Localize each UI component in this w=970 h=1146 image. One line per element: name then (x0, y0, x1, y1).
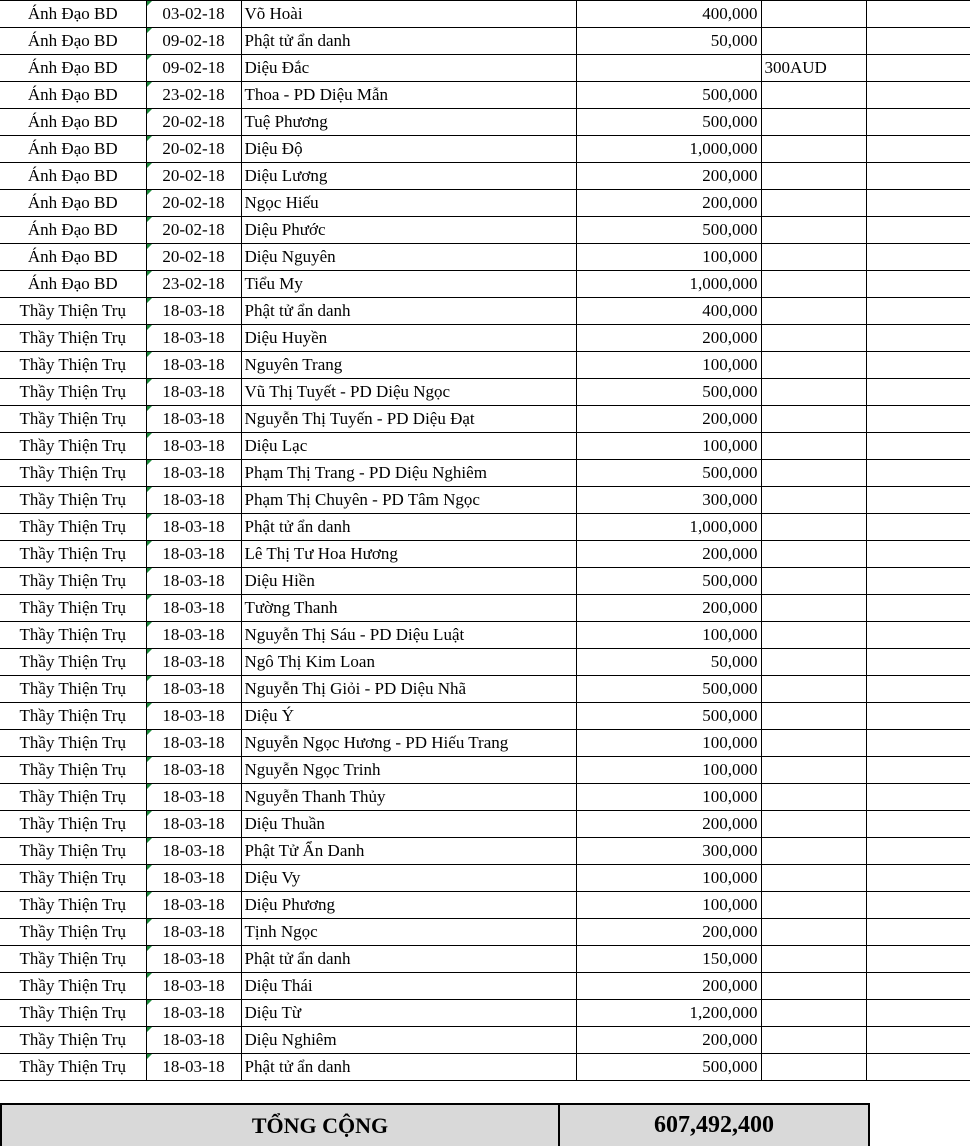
total-value: 607,492,400 (560, 1105, 868, 1146)
amount-cell[interactable]: 300,000 (576, 838, 761, 865)
table-row (0, 541, 970, 568)
date-cell[interactable]: 20-02-18 (146, 217, 241, 244)
empty-cell[interactable] (866, 244, 970, 271)
other-currency-cell[interactable] (761, 298, 866, 325)
donor-name-cell[interactable]: Phật tử ẩn danh (241, 1054, 576, 1081)
empty-cell[interactable] (866, 622, 970, 649)
date-cell[interactable]: 18-03-18 (146, 1054, 241, 1081)
source-cell[interactable]: Thầy Thiện Trụ (0, 514, 146, 541)
empty-cell[interactable] (866, 55, 970, 82)
table-row (0, 1054, 970, 1081)
source-cell[interactable]: Ánh Đạo BD (0, 244, 146, 271)
empty-cell[interactable] (866, 838, 970, 865)
other-currency-cell[interactable]: 300AUD (761, 55, 866, 82)
date-cell[interactable]: 18-03-18 (146, 676, 241, 703)
donor-name-cell[interactable]: Vũ Thị Tuyết - PD Diệu Ngọc (241, 379, 576, 406)
date-cell[interactable]: 18-03-18 (146, 757, 241, 784)
table-row (0, 649, 970, 676)
amount-cell[interactable]: 400,000 (576, 1, 761, 28)
table-row (0, 595, 970, 622)
amount-cell[interactable]: 500,000 (576, 217, 761, 244)
date-cell[interactable]: 18-03-18 (146, 541, 241, 568)
date-cell[interactable]: 20-02-18 (146, 190, 241, 217)
source-cell[interactable]: Thầy Thiện Trụ (0, 1000, 146, 1027)
empty-cell[interactable] (866, 1, 970, 28)
amount-cell[interactable]: 200,000 (576, 190, 761, 217)
amount-cell[interactable]: 200,000 (576, 406, 761, 433)
table-row (0, 919, 970, 946)
source-cell[interactable]: Ánh Đạo BD (0, 1, 146, 28)
donor-name-cell[interactable]: Diệu Độ (241, 136, 576, 163)
date-cell[interactable]: 20-02-18 (146, 136, 241, 163)
empty-cell[interactable] (866, 271, 970, 298)
table-row (0, 82, 970, 109)
total-row (0, 1103, 870, 1146)
amount-cell[interactable]: 100,000 (576, 892, 761, 919)
date-cell[interactable]: 18-03-18 (146, 865, 241, 892)
empty-cell[interactable] (866, 217, 970, 244)
amount-cell[interactable]: 500,000 (576, 568, 761, 595)
table-row (0, 568, 970, 595)
table-row (0, 55, 970, 82)
table-row (0, 1000, 970, 1027)
donor-name-cell[interactable]: Diệu Hiền (241, 568, 576, 595)
other-currency-cell[interactable] (761, 379, 866, 406)
amount-cell[interactable]: 100,000 (576, 244, 761, 271)
donor-name-cell[interactable]: Phật Tử Ẩn Danh (241, 838, 576, 865)
other-currency-cell[interactable] (761, 1027, 866, 1054)
date-cell[interactable]: 18-03-18 (146, 568, 241, 595)
other-currency-cell[interactable] (761, 1, 866, 28)
other-currency-cell[interactable] (761, 244, 866, 271)
other-currency-cell[interactable] (761, 217, 866, 244)
table-row (0, 109, 970, 136)
date-cell[interactable]: 18-03-18 (146, 622, 241, 649)
total-label: TỔNG CỘNG (2, 1105, 560, 1146)
empty-cell[interactable] (866, 514, 970, 541)
other-currency-cell[interactable] (761, 460, 866, 487)
empty-cell[interactable] (866, 1000, 970, 1027)
source-cell[interactable]: Thầy Thiện Trụ (0, 406, 146, 433)
table-row (0, 244, 970, 271)
donor-name-cell[interactable]: Nguyên Trang (241, 352, 576, 379)
source-cell[interactable]: Thầy Thiện Trụ (0, 622, 146, 649)
empty-cell[interactable] (866, 946, 970, 973)
date-cell[interactable]: 18-03-18 (146, 379, 241, 406)
source-cell[interactable]: Thầy Thiện Trụ (0, 784, 146, 811)
source-cell[interactable]: Ánh Đạo BD (0, 190, 146, 217)
donor-name-cell[interactable]: Diệu Phước (241, 217, 576, 244)
amount-cell[interactable]: 200,000 (576, 595, 761, 622)
source-cell[interactable]: Thầy Thiện Trụ (0, 676, 146, 703)
donor-name-cell[interactable]: Thoa - PD Diệu Mẫn (241, 82, 576, 109)
source-cell[interactable]: Thầy Thiện Trụ (0, 865, 146, 892)
amount-cell[interactable]: 500,000 (576, 109, 761, 136)
donor-name-cell[interactable]: Diệu Nguyên (241, 244, 576, 271)
amount-cell[interactable]: 50,000 (576, 649, 761, 676)
date-cell[interactable]: 18-03-18 (146, 487, 241, 514)
other-currency-cell[interactable] (761, 541, 866, 568)
donor-name-cell[interactable]: Diệu Phương (241, 892, 576, 919)
donor-name-cell[interactable]: Diệu Lương (241, 163, 576, 190)
date-cell[interactable]: 09-02-18 (146, 55, 241, 82)
other-currency-cell[interactable] (761, 568, 866, 595)
date-cell[interactable]: 18-03-18 (146, 325, 241, 352)
date-cell[interactable]: 18-03-18 (146, 649, 241, 676)
date-cell[interactable]: 18-03-18 (146, 946, 241, 973)
other-currency-cell[interactable] (761, 946, 866, 973)
other-currency-cell[interactable] (761, 136, 866, 163)
other-currency-cell[interactable] (761, 163, 866, 190)
empty-cell[interactable] (866, 82, 970, 109)
table-row (0, 865, 970, 892)
date-cell[interactable]: 09-02-18 (146, 28, 241, 55)
table-row (0, 352, 970, 379)
amount-cell[interactable]: 150,000 (576, 946, 761, 973)
amount-cell[interactable]: 100,000 (576, 757, 761, 784)
donor-name-cell[interactable]: Tuệ Phương (241, 109, 576, 136)
date-cell[interactable]: 18-03-18 (146, 1027, 241, 1054)
empty-cell[interactable] (866, 919, 970, 946)
amount-cell[interactable]: 100,000 (576, 865, 761, 892)
other-currency-cell[interactable] (761, 892, 866, 919)
empty-cell[interactable] (866, 541, 970, 568)
source-cell[interactable]: Thầy Thiện Trụ (0, 757, 146, 784)
other-currency-cell[interactable] (761, 811, 866, 838)
date-cell[interactable]: 18-03-18 (146, 595, 241, 622)
amount-cell[interactable]: 1,000,000 (576, 271, 761, 298)
other-currency-cell[interactable] (761, 406, 866, 433)
empty-cell[interactable] (866, 487, 970, 514)
table-row (0, 190, 970, 217)
donor-name-cell[interactable]: Diệu Nghiêm (241, 1027, 576, 1054)
other-currency-cell[interactable] (761, 109, 866, 136)
other-currency-cell[interactable] (761, 82, 866, 109)
other-currency-cell[interactable] (761, 865, 866, 892)
amount-cell[interactable]: 200,000 (576, 541, 761, 568)
date-cell[interactable]: 18-03-18 (146, 973, 241, 1000)
other-currency-cell[interactable] (761, 433, 866, 460)
source-cell[interactable]: Ánh Đạo BD (0, 217, 146, 244)
date-cell[interactable]: 18-03-18 (146, 811, 241, 838)
source-cell[interactable]: Thầy Thiện Trụ (0, 892, 146, 919)
table-row (0, 514, 970, 541)
donor-name-cell[interactable]: Phật tử ẩn danh (241, 946, 576, 973)
date-cell[interactable]: 18-03-18 (146, 460, 241, 487)
amount-cell[interactable]: 200,000 (576, 811, 761, 838)
amount-cell[interactable]: 200,000 (576, 1027, 761, 1054)
amount-cell[interactable]: 500,000 (576, 703, 761, 730)
empty-cell[interactable] (866, 163, 970, 190)
table-row (0, 433, 970, 460)
empty-cell[interactable] (866, 325, 970, 352)
other-currency-cell[interactable] (761, 1054, 866, 1081)
date-cell[interactable]: 03-02-18 (146, 1, 241, 28)
amount-cell[interactable]: 100,000 (576, 433, 761, 460)
table-body (0, 1, 970, 1081)
empty-cell[interactable] (866, 973, 970, 1000)
amount-cell[interactable]: 500,000 (576, 379, 761, 406)
empty-cell[interactable] (866, 649, 970, 676)
amount-cell[interactable]: 500,000 (576, 82, 761, 109)
amount-cell[interactable]: 50,000 (576, 28, 761, 55)
table-row (0, 1027, 970, 1054)
donor-name-cell[interactable]: Phạm Thị Trang - PD Diệu Nghiêm (241, 460, 576, 487)
date-cell[interactable]: 18-03-18 (146, 892, 241, 919)
empty-cell[interactable] (866, 28, 970, 55)
donor-name-cell[interactable]: Diệu Lạc (241, 433, 576, 460)
other-currency-cell[interactable] (761, 757, 866, 784)
amount-cell[interactable]: 500,000 (576, 1054, 761, 1081)
amount-cell[interactable]: 200,000 (576, 973, 761, 1000)
amount-cell[interactable]: 300,000 (576, 487, 761, 514)
amount-cell[interactable]: 100,000 (576, 784, 761, 811)
table-row (0, 757, 970, 784)
donor-name-cell[interactable]: Diệu Đắc (241, 55, 576, 82)
empty-cell[interactable] (866, 352, 970, 379)
other-currency-cell[interactable] (761, 838, 866, 865)
donor-name-cell[interactable]: Tiểu My (241, 271, 576, 298)
empty-cell[interactable] (866, 892, 970, 919)
table-row (0, 406, 970, 433)
empty-cell[interactable] (866, 1054, 970, 1081)
date-cell[interactable]: 23-02-18 (146, 271, 241, 298)
other-currency-cell[interactable] (761, 676, 866, 703)
donor-name-cell[interactable]: Ngô Thị Kim Loan (241, 649, 576, 676)
empty-cell[interactable] (866, 595, 970, 622)
date-cell[interactable]: 18-03-18 (146, 1000, 241, 1027)
table-row (0, 622, 970, 649)
table-row (0, 163, 970, 190)
source-cell[interactable]: Thầy Thiện Trụ (0, 730, 146, 757)
donor-name-cell[interactable]: Phật tử ẩn danh (241, 298, 576, 325)
empty-cell[interactable] (866, 1027, 970, 1054)
amount-cell[interactable]: 1,200,000 (576, 1000, 761, 1027)
amount-cell[interactable]: 500,000 (576, 676, 761, 703)
other-currency-cell[interactable] (761, 919, 866, 946)
date-cell[interactable]: 18-03-18 (146, 433, 241, 460)
amount-cell[interactable]: 200,000 (576, 919, 761, 946)
date-cell[interactable]: 18-03-18 (146, 919, 241, 946)
source-cell[interactable]: Thầy Thiện Trụ (0, 946, 146, 973)
empty-cell[interactable] (866, 703, 970, 730)
table-row (0, 703, 970, 730)
other-currency-cell[interactable] (761, 190, 866, 217)
table-row (0, 838, 970, 865)
table-row (0, 487, 970, 514)
donor-name-cell[interactable]: Phật tử ẩn danh (241, 514, 576, 541)
source-cell[interactable]: Thầy Thiện Trụ (0, 973, 146, 1000)
table-row (0, 271, 970, 298)
empty-cell[interactable] (866, 109, 970, 136)
date-cell[interactable]: 18-03-18 (146, 406, 241, 433)
source-cell[interactable]: Thầy Thiện Trụ (0, 460, 146, 487)
source-cell[interactable]: Thầy Thiện Trụ (0, 541, 146, 568)
empty-cell[interactable] (866, 676, 970, 703)
other-currency-cell[interactable] (761, 325, 866, 352)
amount-cell[interactable]: 200,000 (576, 325, 761, 352)
donor-name-cell[interactable]: Lê Thị Tư Hoa Hương (241, 541, 576, 568)
source-cell[interactable]: Thầy Thiện Trụ (0, 433, 146, 460)
source-cell[interactable]: Thầy Thiện Trụ (0, 325, 146, 352)
donor-name-cell[interactable]: Nguyễn Ngọc Trinh (241, 757, 576, 784)
date-cell[interactable]: 20-02-18 (146, 244, 241, 271)
table-row (0, 676, 970, 703)
empty-cell[interactable] (866, 433, 970, 460)
empty-cell[interactable] (866, 784, 970, 811)
other-currency-cell[interactable] (761, 271, 866, 298)
source-cell[interactable]: Thầy Thiện Trụ (0, 487, 146, 514)
source-cell[interactable]: Ánh Đạo BD (0, 109, 146, 136)
table-row (0, 892, 970, 919)
date-cell[interactable]: 18-03-18 (146, 352, 241, 379)
date-cell[interactable]: 18-03-18 (146, 784, 241, 811)
donor-name-cell[interactable]: Nguyễn Thị Giỏi - PD Diệu Nhã (241, 676, 576, 703)
table-row (0, 460, 970, 487)
source-cell[interactable]: Thầy Thiện Trụ (0, 379, 146, 406)
table-row (0, 379, 970, 406)
empty-cell[interactable] (866, 811, 970, 838)
amount-cell[interactable]: 100,000 (576, 352, 761, 379)
donor-name-cell[interactable]: Phật tử ẩn danh (241, 28, 576, 55)
donor-name-cell[interactable]: Diệu Thuần (241, 811, 576, 838)
other-currency-cell[interactable] (761, 730, 866, 757)
table-row (0, 946, 970, 973)
donor-name-cell[interactable]: Ngọc Hiếu (241, 190, 576, 217)
source-cell[interactable]: Thầy Thiện Trụ (0, 919, 146, 946)
table-row (0, 298, 970, 325)
donor-name-cell[interactable]: Diệu Từ (241, 1000, 576, 1027)
other-currency-cell[interactable] (761, 622, 866, 649)
source-cell[interactable]: Ánh Đạo BD (0, 136, 146, 163)
amount-cell[interactable]: 400,000 (576, 298, 761, 325)
amount-cell[interactable]: 200,000 (576, 163, 761, 190)
empty-cell[interactable] (866, 379, 970, 406)
amount-cell[interactable]: 500,000 (576, 460, 761, 487)
other-currency-cell[interactable] (761, 514, 866, 541)
other-currency-cell[interactable] (761, 973, 866, 1000)
empty-cell[interactable] (866, 730, 970, 757)
table-row (0, 325, 970, 352)
donor-name-cell[interactable]: Tường Thanh (241, 595, 576, 622)
source-cell[interactable]: Ánh Đạo BD (0, 271, 146, 298)
source-cell[interactable]: Thầy Thiện Trụ (0, 595, 146, 622)
empty-cell[interactable] (866, 406, 970, 433)
table-row (0, 28, 970, 55)
other-currency-cell[interactable] (761, 487, 866, 514)
donor-name-cell[interactable]: Diệu Huyền (241, 325, 576, 352)
donor-name-cell[interactable]: Võ Hoài (241, 1, 576, 28)
source-cell[interactable]: Ánh Đạo BD (0, 82, 146, 109)
source-cell[interactable]: Thầy Thiện Trụ (0, 838, 146, 865)
table-row (0, 973, 970, 1000)
source-cell[interactable]: Ánh Đạo BD (0, 28, 146, 55)
date-cell[interactable]: 18-03-18 (146, 838, 241, 865)
empty-cell[interactable] (866, 865, 970, 892)
table-row (0, 136, 970, 163)
date-cell[interactable]: 20-02-18 (146, 163, 241, 190)
donor-name-cell[interactable]: Diệu Thái (241, 973, 576, 1000)
amount-cell[interactable] (576, 55, 761, 82)
date-cell[interactable]: 18-03-18 (146, 514, 241, 541)
empty-cell[interactable] (866, 298, 970, 325)
amount-cell[interactable]: 100,000 (576, 730, 761, 757)
date-cell[interactable]: 20-02-18 (146, 109, 241, 136)
source-cell[interactable]: Thầy Thiện Trụ (0, 811, 146, 838)
date-cell[interactable]: 18-03-18 (146, 730, 241, 757)
other-currency-cell[interactable] (761, 28, 866, 55)
table-row (0, 784, 970, 811)
other-currency-cell[interactable] (761, 352, 866, 379)
donor-name-cell[interactable]: Diệu Vy (241, 865, 576, 892)
donor-name-cell[interactable]: Tịnh Ngọc (241, 919, 576, 946)
empty-cell[interactable] (866, 757, 970, 784)
donor-name-cell[interactable]: Nguyễn Ngọc Hương - PD Hiếu Trang (241, 730, 576, 757)
source-cell[interactable]: Ánh Đạo BD (0, 163, 146, 190)
empty-cell[interactable] (866, 460, 970, 487)
source-cell[interactable]: Thầy Thiện Trụ (0, 1027, 146, 1054)
other-currency-cell[interactable] (761, 1000, 866, 1027)
source-cell[interactable]: Thầy Thiện Trụ (0, 298, 146, 325)
amount-cell[interactable]: 100,000 (576, 622, 761, 649)
amount-cell[interactable]: 1,000,000 (576, 514, 761, 541)
date-cell[interactable]: 18-03-18 (146, 298, 241, 325)
table-row (0, 217, 970, 244)
other-currency-cell[interactable] (761, 784, 866, 811)
other-currency-cell[interactable] (761, 649, 866, 676)
amount-cell[interactable]: 1,000,000 (576, 136, 761, 163)
empty-cell[interactable] (866, 190, 970, 217)
table-row (0, 1, 970, 28)
date-cell[interactable]: 18-03-18 (146, 703, 241, 730)
other-currency-cell[interactable] (761, 595, 866, 622)
source-cell[interactable]: Thầy Thiện Trụ (0, 568, 146, 595)
donor-name-cell[interactable]: Nguyễn Thanh Thủy (241, 784, 576, 811)
source-cell[interactable]: Thầy Thiện Trụ (0, 703, 146, 730)
empty-cell[interactable] (866, 136, 970, 163)
donor-name-cell[interactable]: Phạm Thị Chuyên - PD Tâm Ngọc (241, 487, 576, 514)
table-row (0, 811, 970, 838)
source-cell[interactable]: Thầy Thiện Trụ (0, 1054, 146, 1081)
donor-name-cell[interactable]: Nguyễn Thị Sáu - PD Diệu Luật (241, 622, 576, 649)
empty-cell[interactable] (866, 568, 970, 595)
source-cell[interactable]: Thầy Thiện Trụ (0, 352, 146, 379)
source-cell[interactable]: Ánh Đạo BD (0, 55, 146, 82)
other-currency-cell[interactable] (761, 703, 866, 730)
source-cell[interactable]: Thầy Thiện Trụ (0, 649, 146, 676)
table-row (0, 730, 970, 757)
donor-name-cell[interactable]: Nguyễn Thị Tuyến - PD Diệu Đạt (241, 406, 576, 433)
date-cell[interactable]: 23-02-18 (146, 82, 241, 109)
donor-name-cell[interactable]: Diệu Ý (241, 703, 576, 730)
